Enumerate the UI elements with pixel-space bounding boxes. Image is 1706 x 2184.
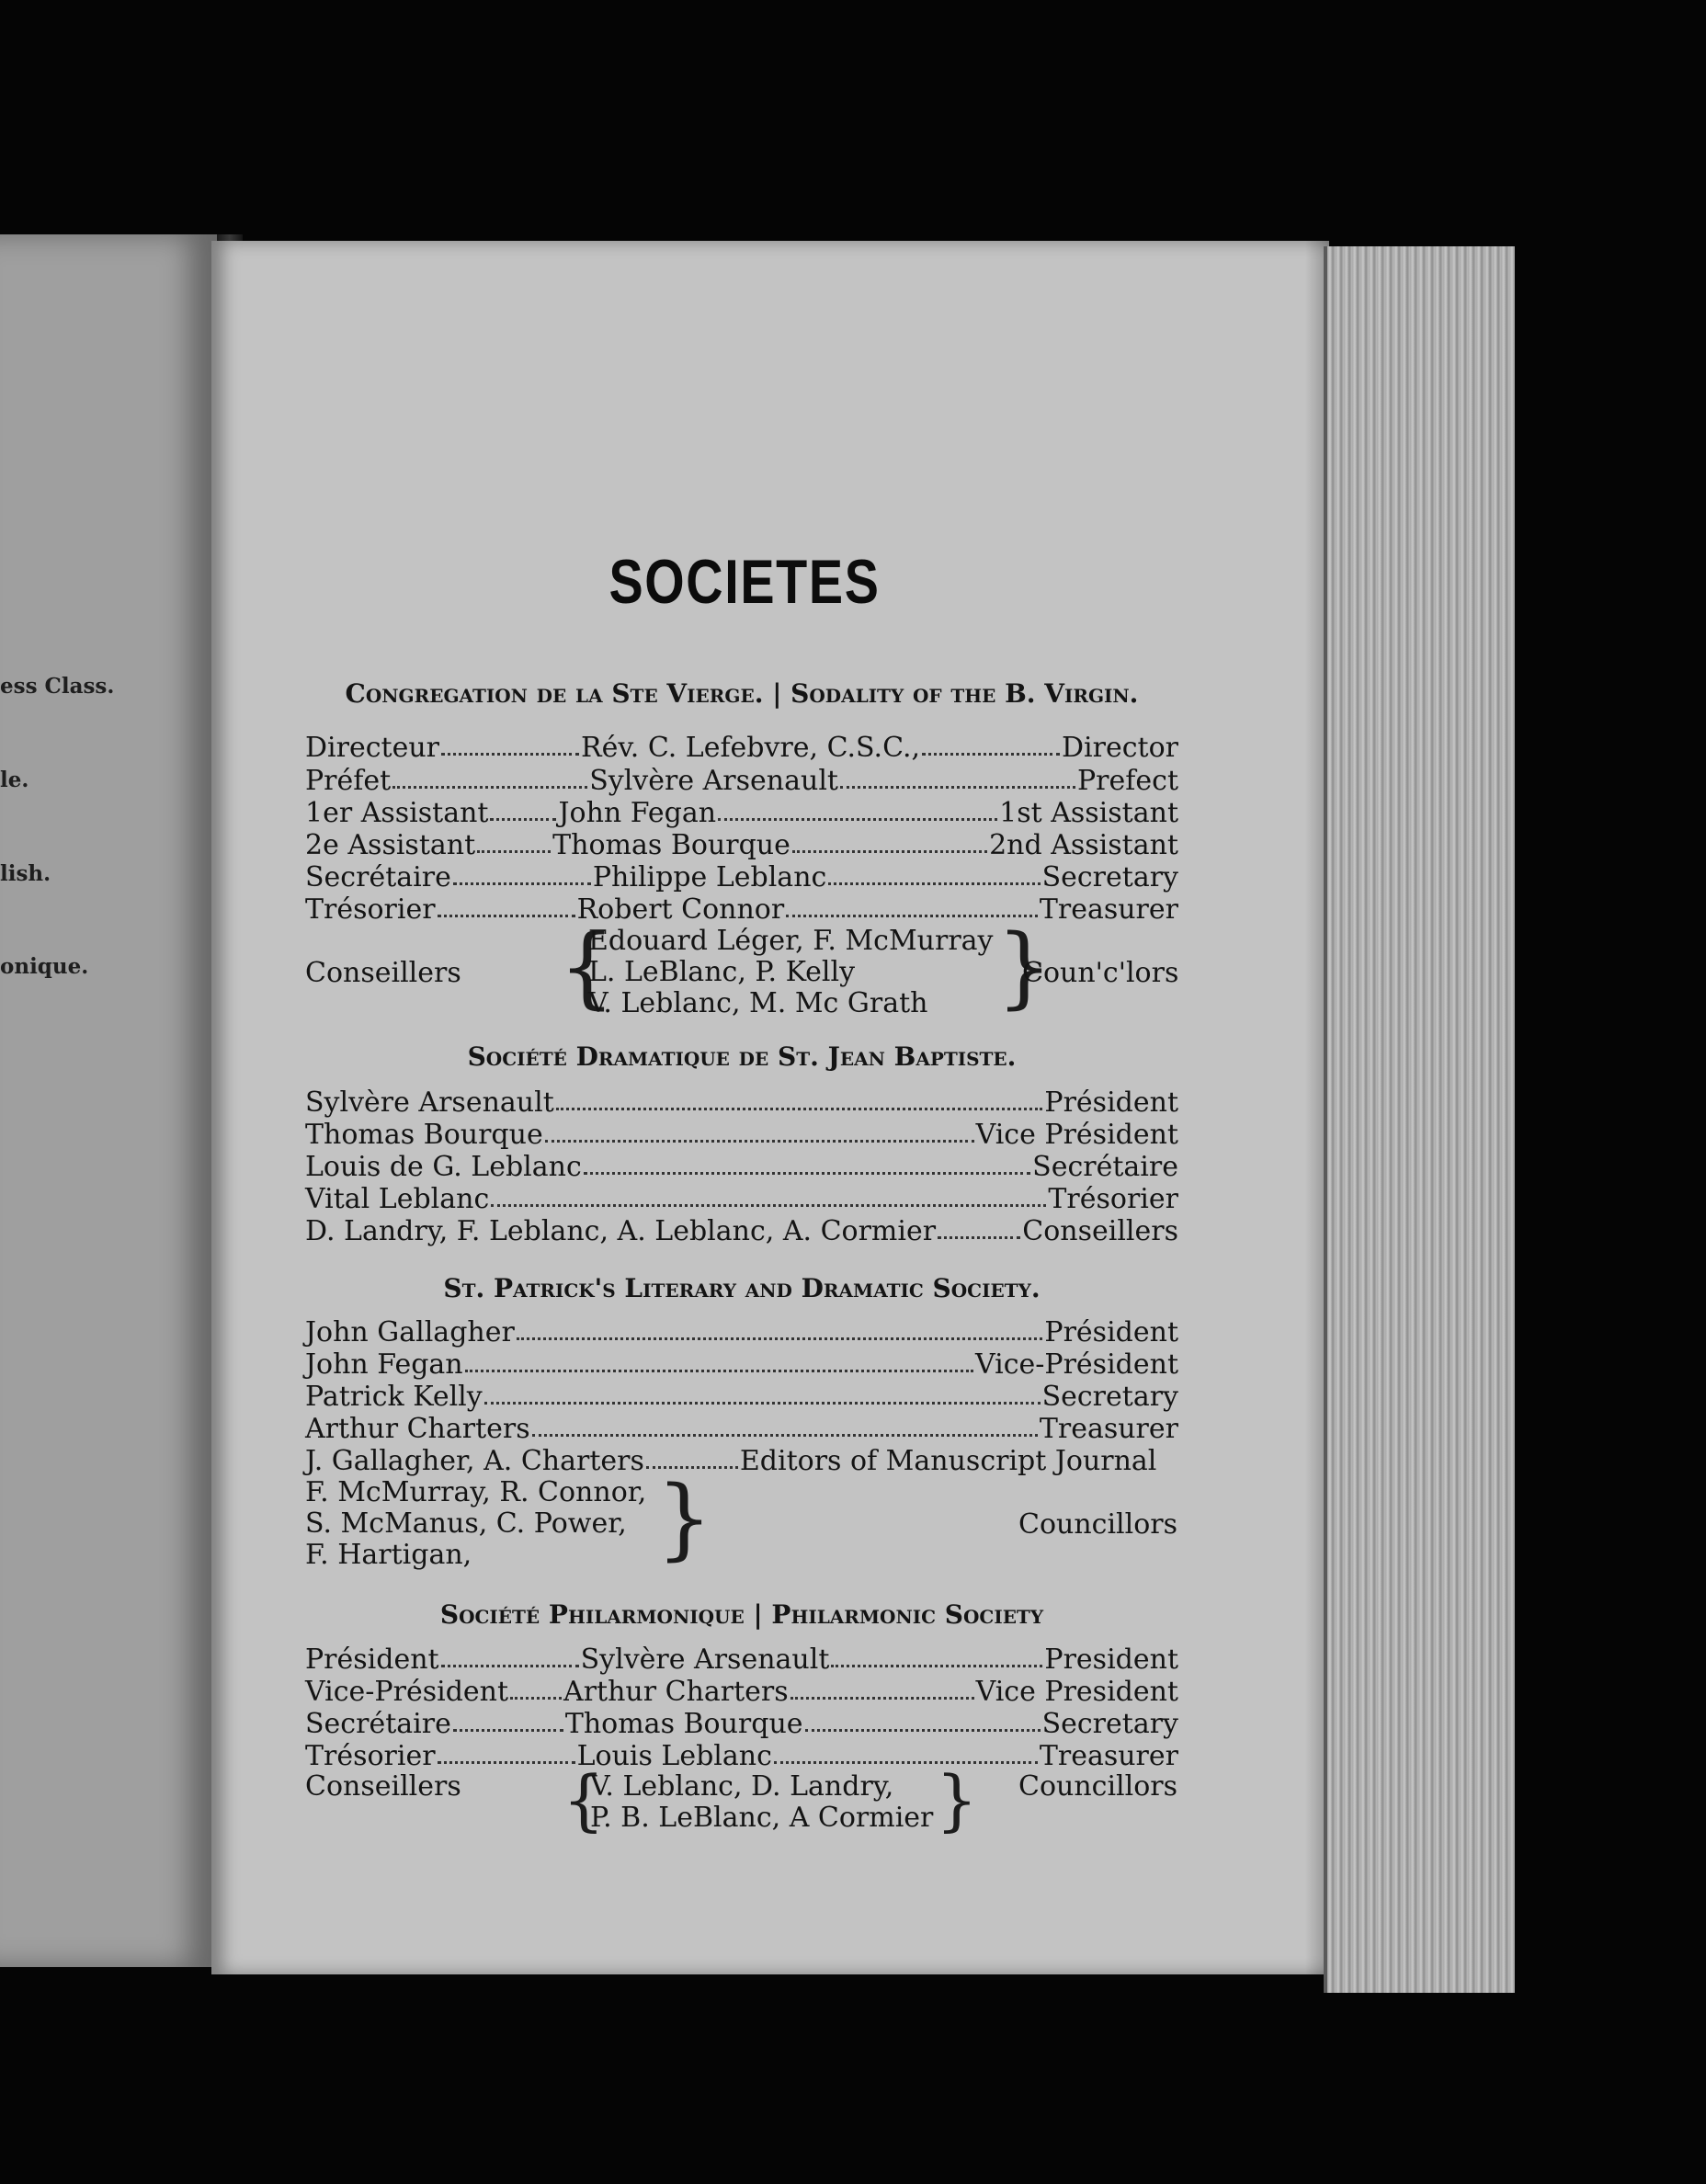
officer-name: Philippe Leblanc [592,861,827,893]
councillor-names: F. Hartigan, [305,1539,472,1571]
officer-row [305,1348,1178,1382]
conseillers-group [305,916,1179,1024]
english-title: Treasurer [1039,893,1178,926]
left-page [0,234,217,1967]
officer-title: Editors of Manuscript Journal [739,1445,1157,1477]
officer-name: Thomas Bourque [305,1119,543,1151]
councillor-names: P. B. LeBlanc, A Cormier [590,1802,934,1834]
councillor-names: Edouard Léger, F. McMurray [588,925,994,957]
english-title: Treasurer [1039,1740,1178,1772]
section-heading-st-patrick: St. Patrick's Literary and Dramatic Society. [443,1273,1041,1303]
officer-title: Secrétaire [1032,1151,1178,1183]
councillors-group [305,1467,1178,1575]
french-title: Trésorier [305,1740,436,1772]
officer-row [305,797,1178,830]
officer-row [305,1708,1178,1741]
officer-row [305,765,1178,798]
english-title: President [1044,1644,1178,1676]
english-title: Secretary [1041,1708,1178,1740]
officer-name: Robert Connor [576,893,785,926]
officer-row [305,1183,1178,1216]
french-title: 1er Assistant [305,797,489,829]
officer-title: Councillors [1018,1508,1178,1541]
officer-row [305,1445,1178,1478]
officer-row [305,1413,1178,1446]
officer-name: John Gallagher [305,1316,515,1348]
french-title: 2e Assistant [305,829,476,861]
officer-title: Treasurer [1039,1413,1178,1445]
left-page-fragment: ess Class. [0,674,115,699]
section-heading-sodality: Congregation de la Ste Vierge. | Sodality of the B. Virgin. [345,678,1139,709]
officer-name: Sylvère Arsenault [580,1644,830,1676]
english-title: Director [1061,732,1178,764]
left-page-fragment: le. [0,768,29,792]
french-title: Trésorier [305,893,436,926]
councillor-names: F. McMurray, R. Connor, [305,1476,647,1508]
officer-name: Patrick Kelly [305,1381,483,1413]
french-title: Secrétaire [305,861,451,893]
french-title: Secrétaire [305,1708,451,1740]
officer-row [305,861,1178,894]
officer-row [305,1119,1178,1152]
officer-title: Secretary [1041,1381,1178,1413]
english-title: 1st Assistant [999,797,1178,829]
officer-name: Vital Leblanc [305,1183,490,1215]
french-title: Président [305,1644,439,1676]
officer-row [305,1215,1178,1248]
officer-name: Sylvère Arsenault [305,1086,554,1119]
page-title: SOCIETES [608,547,881,617]
left-brace: { [559,916,616,1018]
officer-title: Vice Président [975,1119,1178,1151]
officer-title: Président [1044,1316,1178,1348]
officer-name: J. Gallagher, A. Charters [305,1445,644,1477]
right-brace: } [656,1467,713,1570]
officer-title: Vice-Président [974,1348,1178,1381]
section-heading-philharmonique: Société Philarmonique | Philarmonic Society [439,1599,1044,1630]
officer-row [305,1381,1178,1414]
section-heading-dramatique: Société Dramatique de St. Jean Baptiste. [467,1041,1017,1072]
officer-name: John Fegan [558,797,717,829]
conseillers-group [305,1761,1178,1838]
left-page-fragment: onique. [0,954,89,979]
officer-row [305,1740,1178,1773]
officer-row [305,1086,1178,1120]
councillor-names: V. Leblanc, D. Landry, [590,1770,894,1803]
right-brace: } [996,916,1053,1018]
officer-name: Thomas Bourque [564,1708,803,1740]
officer-name: Sylvère Arsenault [589,765,838,797]
officer-name: Louis Leblanc [576,1740,772,1772]
french-title: Directeur [305,732,440,764]
french-title: Conseillers [305,1770,461,1803]
officer-name: Arthur Charters [563,1676,789,1708]
officer-row [305,1151,1178,1184]
english-title: Secretary [1041,861,1178,893]
officer-row [305,829,1178,862]
officer-row [305,1676,1178,1709]
councillor-names: L. LeBlanc, P. Kelly [588,956,856,988]
english-title: 2nd Assistant [989,829,1178,861]
officer-row [305,1644,1178,1677]
officer-name: Louis de G. Leblanc [305,1151,582,1183]
right-brace: } [936,1761,978,1838]
french-title: Préfet [305,765,392,797]
english-title: Coun'c'lors [1022,957,1179,989]
french-title: Vice-Président [305,1676,509,1708]
officer-name: Rév. C. Lefebvre, C.S.C., [581,732,921,764]
officer-name: Thomas Bourque [552,829,790,861]
councillor-names: S. McManus, C. Power, [305,1507,627,1540]
officer-name: D. Landry, F. Leblanc, A. Leblanc, A. Cormier [305,1215,937,1247]
english-title: Councillors [1018,1770,1178,1803]
page-edges [1324,246,1515,1993]
officer-row [305,1316,1178,1349]
councillor-names: V. Leblanc, M. Mc Grath [588,987,928,1019]
officer-row [305,732,1178,765]
left-brace: { [563,1761,605,1838]
officer-name: Arthur Charters [305,1413,530,1445]
officer-name: John Fegan [305,1348,463,1381]
officer-title: Conseillers [1022,1215,1178,1247]
left-page-fragment: lish. [0,861,51,886]
officer-title: Président [1044,1086,1178,1119]
officer-title: Trésorier [1048,1183,1178,1215]
english-title: Prefect [1077,765,1178,797]
english-title: Vice President [975,1676,1178,1708]
french-title: Conseillers [305,957,461,989]
